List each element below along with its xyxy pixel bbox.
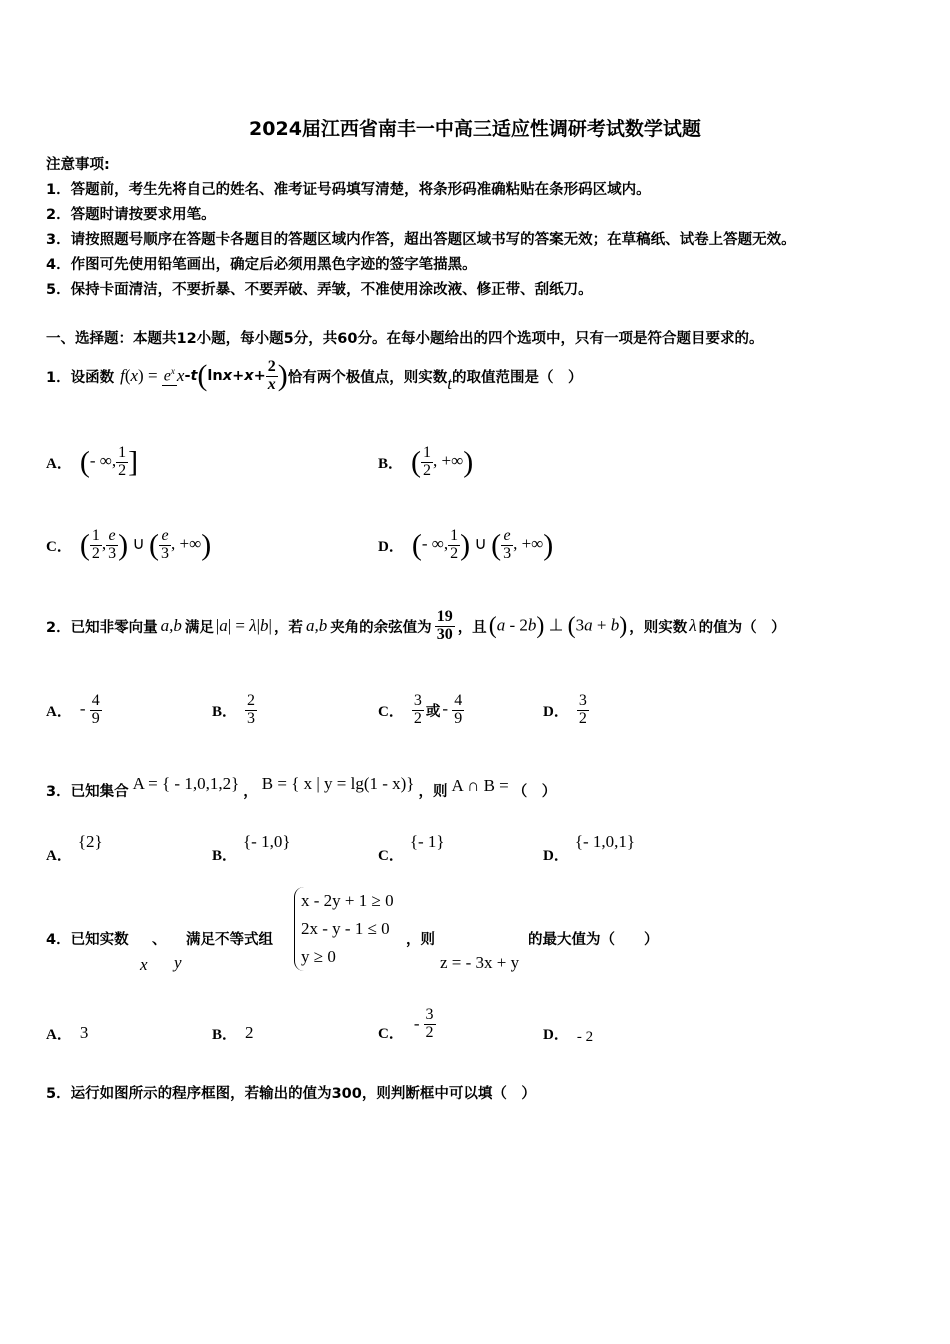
q1-middle: 恰有两个极值点，则实数 bbox=[287, 369, 448, 386]
q4-text-2: ，则 bbox=[406, 932, 435, 948]
question-2: 2．已知非零向量 a,b 满足 |a| = λ|b| ，若 a,b 夹角的余弦值为 $\frac{19}{30}$ ，且 (a - 2b) ⊥ (3a + b) ，则实数 λ 的值为（ ） bbox=[46, 607, 786, 643]
q4-inequality-system: x - 2y + 1 ≥ 0 2x - y - 1 ≤ 0 y ≥ 0 bbox=[294, 887, 394, 971]
q3-option-d[interactable]: D． {- 1,0,1} bbox=[543, 832, 636, 864]
q4-text-1: 满足不等式组 bbox=[186, 932, 273, 948]
notice-item-2: 2．答题时请按要求用笔。 bbox=[46, 207, 216, 223]
q4-objective: z = - 3x + y bbox=[440, 953, 520, 972]
question-1: 1．设函数 f(x) = $e^x$ x - t ( ln x + x + $\frac{2}{x}$ ) 恰有两个极值点，则实数 t 的取值范围是（ ） bbox=[46, 357, 583, 393]
page-title: 2024届江西省南丰一中高三适应性调研考试数学试题 bbox=[249, 118, 701, 140]
q1-formula: f(x) = $e^x$ x bbox=[120, 365, 185, 385]
q1-prefix: 1．设函数 bbox=[46, 369, 115, 386]
q4-y: y bbox=[174, 953, 182, 972]
q1-option-c[interactable]: C． ( $\frac{1}{2}$ , $\frac{e}{3}$ ) ∪ ( $\frac{e}{3}$ , +∞) bbox=[46, 526, 212, 562]
notice-item-3: 3．请按照题号顺序在答题卡各题目的答题区域内作答，超出答题区域书写的答案无效；在草稿纸、试卷上答题无效。 bbox=[46, 232, 796, 248]
q3-set-b: B = { x | y = lg(1 - x)} bbox=[261, 774, 415, 793]
question-3: 3．已知集合 A = { - 1,0,1,2} ， B = { x | y = lg(1 - x)} ，则 A ∩ B = （ ） bbox=[46, 774, 557, 800]
q2-option-b[interactable]: B． $\frac{2}{3}$ bbox=[212, 691, 256, 727]
q1-option-b[interactable]: B． ( $\frac{1}{2}$ , +∞) bbox=[378, 443, 474, 479]
q4-prefix: 4．已知实数 bbox=[46, 932, 129, 948]
q4-suffix: 的最大值为（ ） bbox=[528, 932, 659, 948]
notice-heading: 注意事项: bbox=[46, 157, 110, 173]
q2-option-a[interactable]: A． - $\frac{4}{9}$ bbox=[46, 691, 100, 727]
q4-x: x bbox=[140, 955, 148, 974]
question-5: 5．运行如图所示的程序框图，若输出的值为300，则判断框中可以填（ ） bbox=[46, 1086, 536, 1102]
q1-var: t bbox=[447, 374, 452, 393]
q1-option-a[interactable]: A． (- ∞, $\frac{1}{2}$ ] bbox=[46, 443, 139, 479]
q4-option-b[interactable]: B． 2 bbox=[212, 1023, 254, 1043]
q2-option-d[interactable]: D． $\frac{3}{2}$ bbox=[543, 691, 587, 727]
section-heading: 一、选择题：本题共12小题，每小题5分，共60分。在每小题给出的四个选项中，只有一项是符合题目要求的。 bbox=[46, 331, 764, 347]
q3-option-a[interactable]: A． {2} bbox=[46, 832, 103, 864]
q3-intersection: A ∩ B = bbox=[451, 776, 509, 795]
q1-suffix: 的取值范围是（ ） bbox=[451, 369, 583, 386]
notice-item-4: 4．作图可先使用铅笔画出，确定后必须用黑色字迹的签字笔描黑。 bbox=[46, 257, 477, 273]
notice-item-1: 1．答题前，考生先将自己的姓名、准考证号码填写清楚，将条形码准确粘贴在条形码区域内。 bbox=[46, 182, 651, 198]
q3-option-b[interactable]: B． {- 1,0} bbox=[212, 832, 291, 864]
q1-option-d[interactable]: D． (- ∞, $\frac{1}{2}$ ) ∪ ( $\frac{e}{3}$ , +∞) bbox=[378, 526, 554, 562]
q4-sep: 、 bbox=[152, 932, 167, 948]
q3-set-a: A = { - 1,0,1,2} bbox=[132, 774, 240, 793]
notice-item-5: 5．保持卡面清洁，不要折暴、不要弄破、弄皱，不准使用涂改液、修正带、刮纸刀。 bbox=[46, 282, 593, 298]
q4-option-d[interactable]: D． - 2 bbox=[543, 1026, 594, 1045]
q4-option-c[interactable]: C． - $\frac{3}{2}$ bbox=[378, 1005, 434, 1042]
q2-cos-fraction: $\frac{19}{30}$ bbox=[436, 607, 453, 643]
q2-option-c[interactable]: C． $\frac{3}{2}$ 或 - $\frac{4}{9}$ bbox=[378, 691, 463, 727]
q3-option-c[interactable]: C． {- 1} bbox=[378, 832, 445, 864]
q4-option-a[interactable]: A． 3 bbox=[46, 1023, 89, 1043]
